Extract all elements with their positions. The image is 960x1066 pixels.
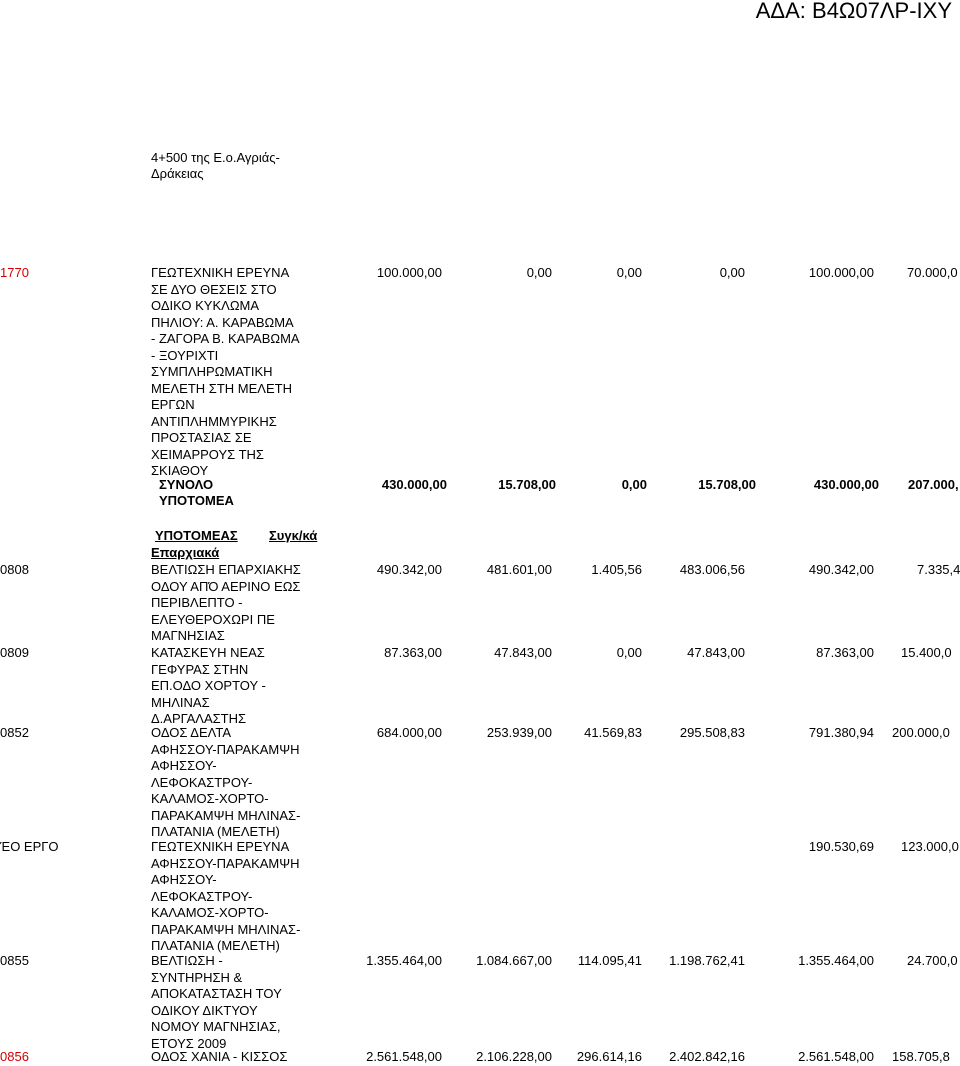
section-subtitle: Επαρχιακά — [151, 545, 220, 560]
row-description: ΟΔΟΣ ΧΑΝΙΑ - ΚΙΣΣΟΣ — [151, 1049, 288, 1064]
row-value-3: 296.614,16 — [576, 1049, 642, 1064]
row-value-1: 684.000,00 — [376, 725, 442, 740]
fragment-line-1: 4+500 της Ε.ο.Αγριάς- — [151, 150, 280, 165]
row-value-5: 190.530,69 — [808, 839, 874, 854]
row-value-2: 253.939,00 — [486, 725, 552, 740]
row-value-1: 1.355.464,00 — [366, 953, 442, 968]
row-description: ΓΕΩΤΕΧΝΙΚΗ ΕΡΕΥΝΑ ΑΦΗΣΣΟΥ-ΠΑΡΑΚΑΜΨΗ ΑΦΗΣΣΟΥ- ΛΕΦΟΚΑΣΤΡΟΥ- ΚΑΛΑΜΟΣ-ΧΟΡΤΟ- ΠΑΡΑΚΑΜΨΗ ΜΗΛΙΝΑΣ- ΠΛΑΤΑΝΙΑ (ΜΕΛΕΤΗ) — [151, 839, 301, 953]
row-value-5: 791.380,94 — [808, 725, 874, 740]
section-title-category: Συγκ/κά — [269, 528, 318, 543]
row-value-6: 158.705,8 — [892, 1049, 950, 1064]
row-1770-value-3: 0,00 — [616, 265, 642, 280]
row-value-1: 2.561.548,00 — [366, 1049, 442, 1064]
row-1770-value-1: 100.000,00 — [376, 265, 442, 280]
row-1770-code: 1770 — [0, 265, 29, 280]
row-1770-value-6: 70.000,0 — [907, 265, 958, 280]
row-code: ΈΟ ΕΡΓΟ — [0, 839, 59, 854]
row-description: ΒΕΛΤΙΩΣΗ ΕΠΑΡΧΙΑΚΗΣ ΟΔΟΥ ΑΠΌ ΑΕΡΙΝΟ ΕΩΣ ΠΕΡΙΒΛΕΠΤΟ - ΕΛΕΥΘΕΡΟΧΩΡΙ ΠΕ ΜΑΓΝΗΣΙΑΣ — [151, 562, 301, 643]
row-value-3: 114.095,41 — [577, 953, 642, 968]
row-value-6: 24.700,0 — [907, 953, 958, 968]
row-1770-value-5: 100.000,00 — [808, 265, 874, 280]
row-code: 0808 — [0, 562, 29, 577]
row-value-6: 123.000,0 — [901, 839, 959, 854]
subtotal-value-6: 207.000, — [908, 477, 959, 492]
row-value-5: 490.342,00 — [808, 562, 874, 577]
row-value-2: 1.084.667,00 — [476, 953, 552, 968]
row-value-4: 1.198.762,41 — [669, 953, 745, 968]
row-value-1: 87.363,00 — [384, 645, 442, 660]
row-description: ΟΔΟΣ ΔΕΛΤΑ ΑΦΗΣΣΟΥ-ΠΑΡΑΚΑΜΨΗ ΑΦΗΣΣΟΥ- ΛΕΦΟΚΑΣΤΡΟΥ- ΚΑΛΑΜΟΣ-ΧΟΡΤΟ- ΠΑΡΑΚΑΜΨΗ ΜΗΛΙΝΑΣ- ΠΛΑΤΑΝΙΑ (ΜΕΛΕΤΗ) — [151, 725, 301, 839]
row-value-4: 47.843,00 — [687, 645, 745, 660]
row-description: ΒΕΛΤΙΩΣΗ - ΣΥΝΤΗΡΗΣΗ & ΑΠΟΚΑΤΑΣΤΑΣΗ ΤΟΥ ΟΔΙΚΟΥ ΔΙΚΤΥΟΥ ΝΟΜΟΥ ΜΑΓΝΗΣΙΑΣ, ΕΤΟΥΣ 2009 — [151, 953, 282, 1051]
row-value-4: 2.402.842,16 — [669, 1049, 745, 1064]
subtotal-label-1: ΣΥΝΟΛΟ — [159, 477, 214, 492]
row-value-4: 295.508,83 — [679, 725, 745, 740]
row-value-2: 481.601,00 — [486, 562, 552, 577]
row-value-3: 0,00 — [616, 645, 642, 660]
row-1770-description: ΓΕΩΤΕΧΝΙΚΗ ΕΡΕΥΝΑ ΣΕ ΔΥΟ ΘΕΣΕΙΣ ΣΤΟ ΟΔΙΚΟ ΚΥΚΛΩΜΑ ΠΗΛΙΟΥ: Α. ΚΑΡΑΒΩΜΑ - ΖΑΓΟΡΑ Β. ΚΑΡΑΒΩΜΑ - ΞΟΥΡΙΧΤΙ ΣΥΜΠΛΗΡΩΜΑΤΙΚΗ ΜΕΛΕΤΗ ΣΤΗ ΜΕΛΕΤΗ ΕΡΓΩΝ ΑΝΤΙΠΛΗΜΜΥΡΙΚΗΣ ΠΡΟΣΤΑΣΙΑΣ ΣΕ ΧΕΙΜΑΡΡΟΥΣ ΤΗΣ ΣΚΙΑΘΟΥ — [151, 265, 300, 478]
row-code: 0809 — [0, 645, 29, 660]
subtotal-value-1: 430.000,00 — [381, 477, 447, 492]
row-1770-value-4: 0,00 — [719, 265, 745, 280]
row-value-5: 1.355.464,00 — [798, 953, 874, 968]
row-code: 0856 — [0, 1049, 29, 1064]
row-value-2: 47.843,00 — [494, 645, 552, 660]
row-code: 0852 — [0, 725, 29, 740]
subtotal-value-3: 0,00 — [621, 477, 647, 492]
subtotal-value-4: 15.708,00 — [698, 477, 756, 492]
row-value-5: 87.363,00 — [816, 645, 874, 660]
row-value-5: 2.561.548,00 — [798, 1049, 874, 1064]
subtotal-value-5: 430.000,00 — [813, 477, 879, 492]
row-value-3: 41.569,83 — [584, 725, 642, 740]
row-value-3: 1.405,56 — [591, 562, 642, 577]
section-title: ΥΠΟΤΟΜΕΑΣ — [155, 528, 238, 543]
row-value-6: 200.000,0 — [892, 725, 950, 740]
row-value-2: 2.106.228,00 — [476, 1049, 552, 1064]
row-value-6: 7.335,4 — [917, 562, 960, 577]
subtotal-label-2: ΥΠΟΤΟΜΕΑ — [159, 493, 234, 508]
row-code: 0855 — [0, 953, 29, 968]
row-value-4: 483.006,56 — [679, 562, 745, 577]
subtotal-value-2: 15.708,00 — [498, 477, 556, 492]
row-value-1: 490.342,00 — [376, 562, 442, 577]
ada-identifier: ΑΔΑ: Β4Ω07ΛΡ-ΙΧΥ — [755, 0, 952, 23]
row-description: ΚΑΤΑΣΚΕΥΗ ΝΕΑΣ ΓΕΦΥΡΑΣ ΣΤΗΝ ΕΠ.ΟΔΟ ΧΟΡΤΟΥ - ΜΗΛΙΝΑΣ Δ.ΑΡΓΑΛΑΣΤΗΣ — [151, 645, 266, 726]
row-1770-value-2: 0,00 — [526, 265, 552, 280]
fragment-line-2: Δράκειας — [151, 166, 204, 181]
row-value-6: 15.400,0 — [901, 645, 952, 660]
